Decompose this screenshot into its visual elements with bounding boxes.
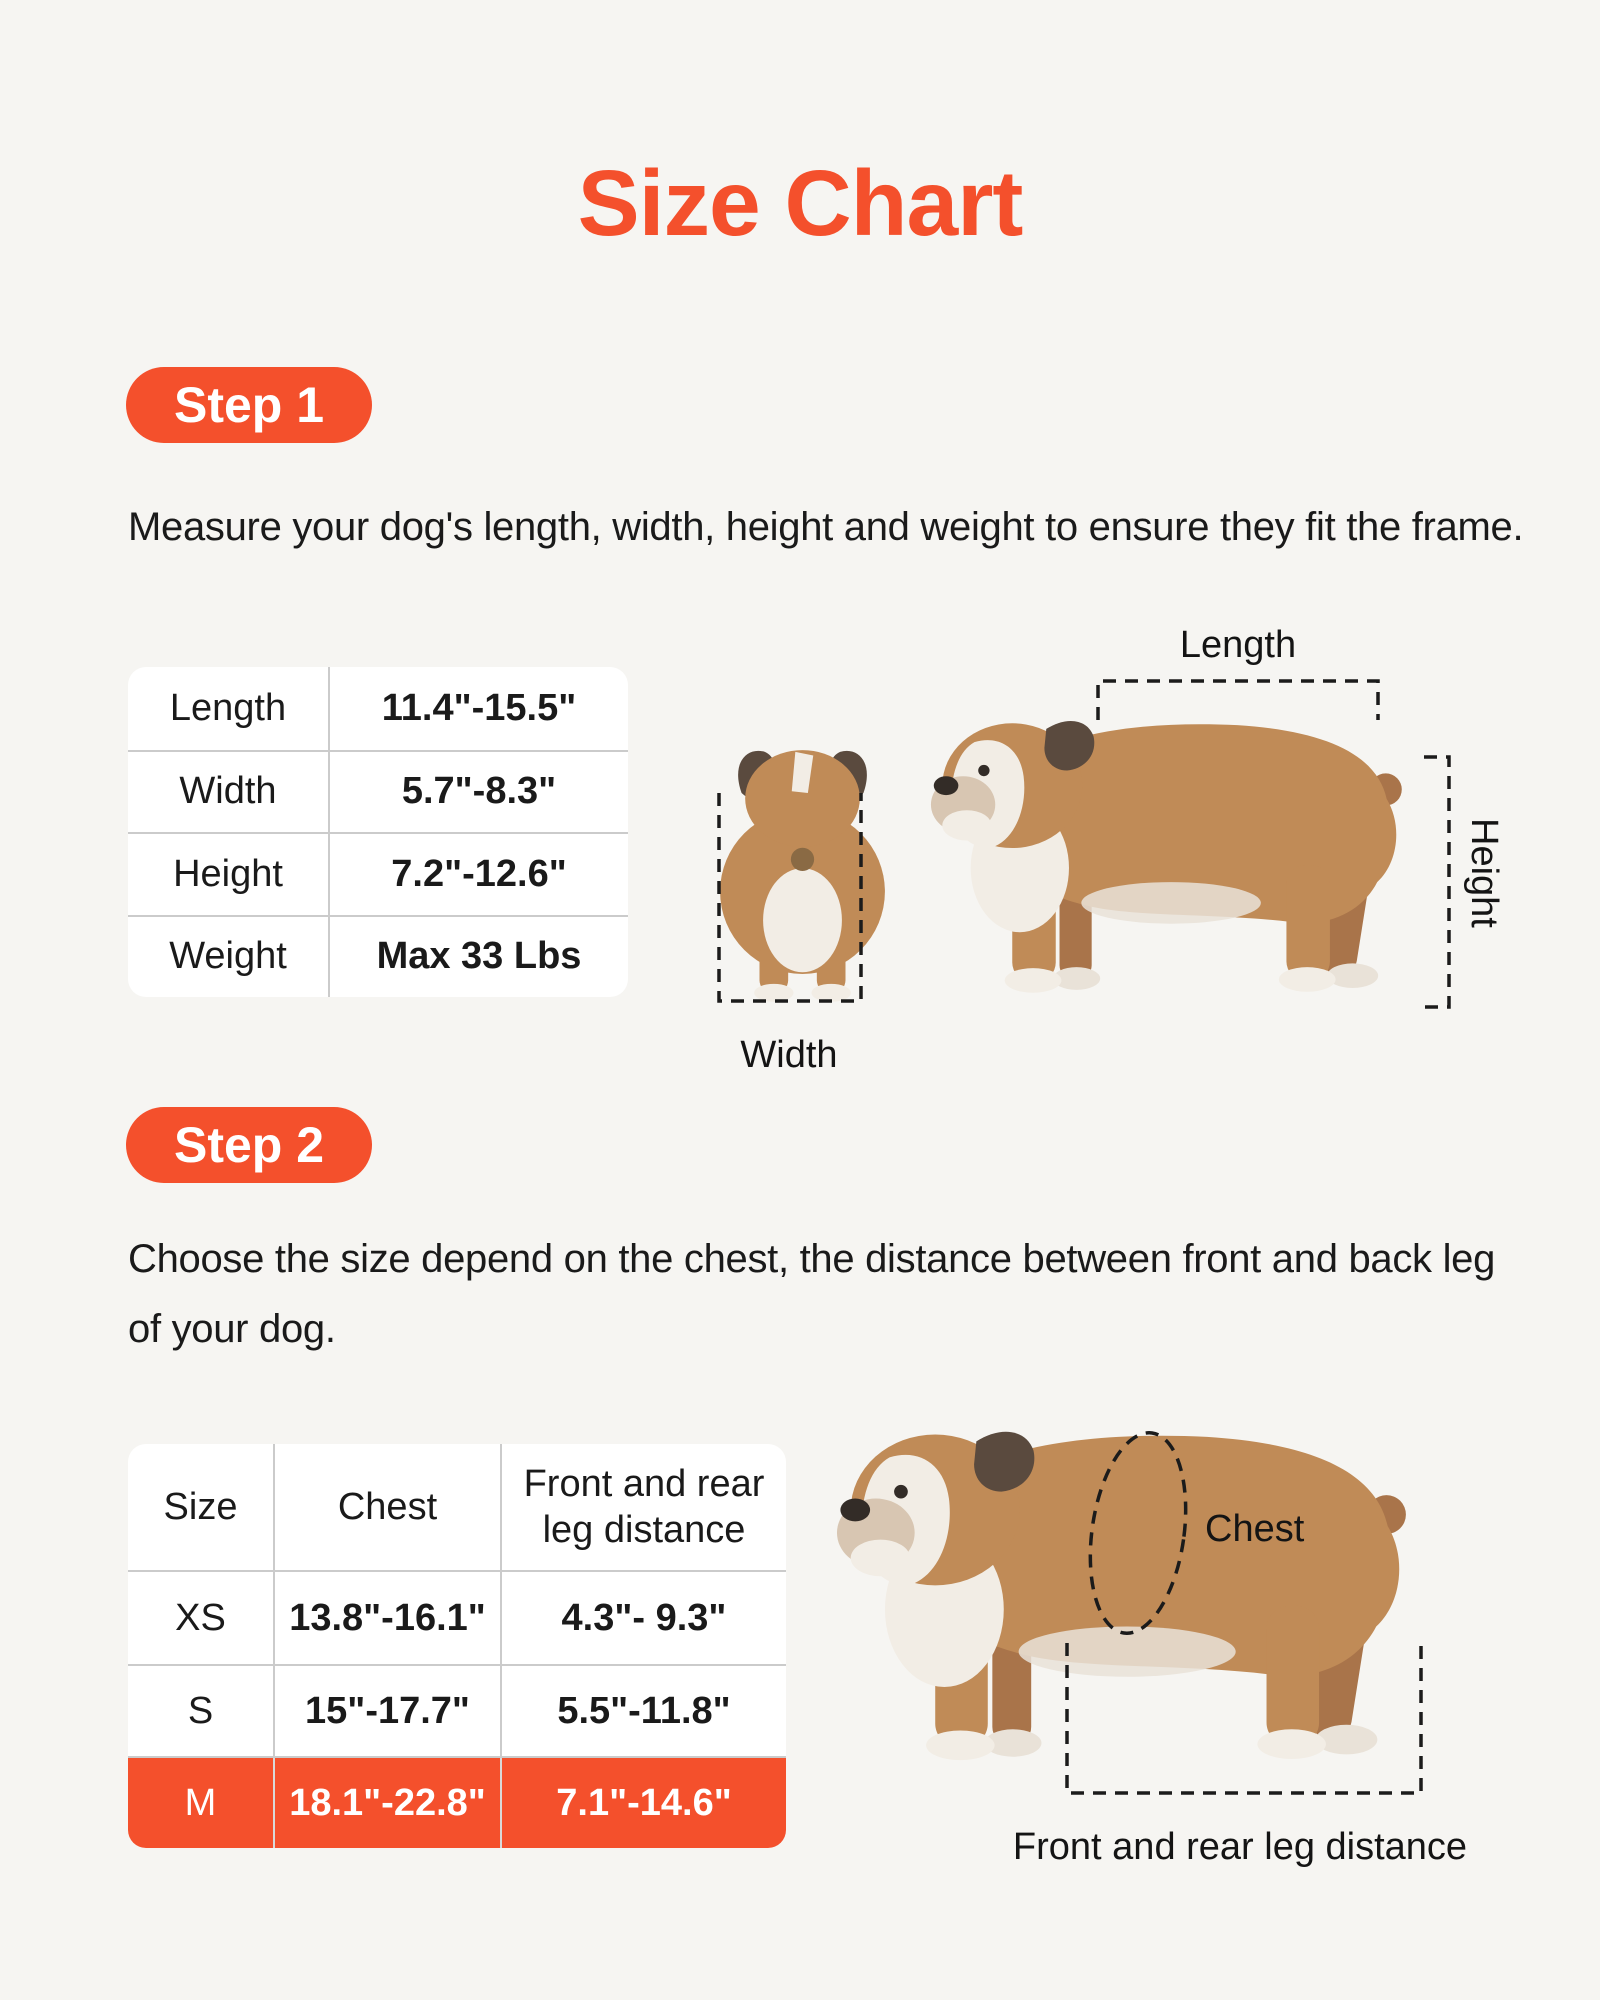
length-annotation-label: Length: [1179, 624, 1297, 666]
size-table: [128, 1444, 786, 1848]
size-cell: XS: [175, 1596, 226, 1639]
page-title: Size Chart: [577, 151, 1023, 255]
chest-annotation-label: Chest: [1205, 1508, 1305, 1550]
column-header-size: Size: [163, 1485, 238, 1528]
width-annotation-label: Width: [740, 1034, 838, 1076]
chest-cell: 18.1"-22.8": [273, 1758, 500, 1848]
size-table-header-row: [128, 1444, 786, 1572]
leg-distance-cell: 7.1"-14.6": [500, 1758, 786, 1848]
column-header-leg-distance: Front and rear leg distance: [500, 1444, 786, 1570]
size-cell: S: [187, 1689, 214, 1732]
size-row-xs: [128, 1572, 786, 1664]
height-measure-line: [1421, 754, 1453, 1011]
step1-badge: [126, 367, 372, 443]
measure-value: 5.7"-8.3": [328, 752, 628, 833]
measure-value: 7.2"-12.6": [328, 834, 628, 915]
table-row: [128, 750, 628, 833]
leg-distance-annotation-label: Front and rear leg distance: [1012, 1826, 1468, 1868]
height-annotation-label: Height: [1463, 818, 1505, 928]
measure-label: Height: [173, 852, 283, 895]
length-measure-line: [1095, 678, 1381, 722]
size-row-s: [128, 1664, 786, 1756]
step2-badge-label: Step 2: [173, 1117, 325, 1173]
measure-label: Weight: [169, 935, 287, 978]
chest-cell: 15"-17.7": [273, 1666, 500, 1756]
chest-measure-ellipse: [1086, 1426, 1190, 1640]
table-row: [128, 667, 628, 750]
size-row-m-highlighted: [128, 1756, 786, 1848]
column-header-chest: Chest: [273, 1444, 500, 1570]
leg-distance-measure-line: [1064, 1643, 1424, 1798]
measurement-table: [128, 667, 628, 997]
table-row: [128, 832, 628, 915]
leg-distance-cell: 4.3"- 9.3": [500, 1572, 786, 1664]
measure-value: 11.4"-15.5": [328, 667, 628, 750]
dog-side-view-photo: [925, 693, 1455, 1005]
step2-description: Choose the size depend on the chest, the distance between front and back leg of your dog.: [128, 1237, 1496, 1351]
measure-label: Length: [169, 686, 287, 729]
step2-badge: [126, 1107, 372, 1183]
step1-description: Measure your dog's length, width, height and weight to ensure they fit the frame.: [128, 505, 1524, 549]
leg-distance-cell: 5.5"-11.8": [500, 1666, 786, 1756]
size-cell: M: [184, 1781, 217, 1824]
table-row: [128, 915, 628, 998]
measure-value: Max 33 Lbs: [328, 917, 628, 998]
width-measure-line: [716, 793, 864, 1007]
measure-label: Width: [179, 770, 277, 813]
chest-cell: 13.8"-16.1": [273, 1572, 500, 1664]
step1-badge-label: Step 1: [173, 377, 325, 433]
